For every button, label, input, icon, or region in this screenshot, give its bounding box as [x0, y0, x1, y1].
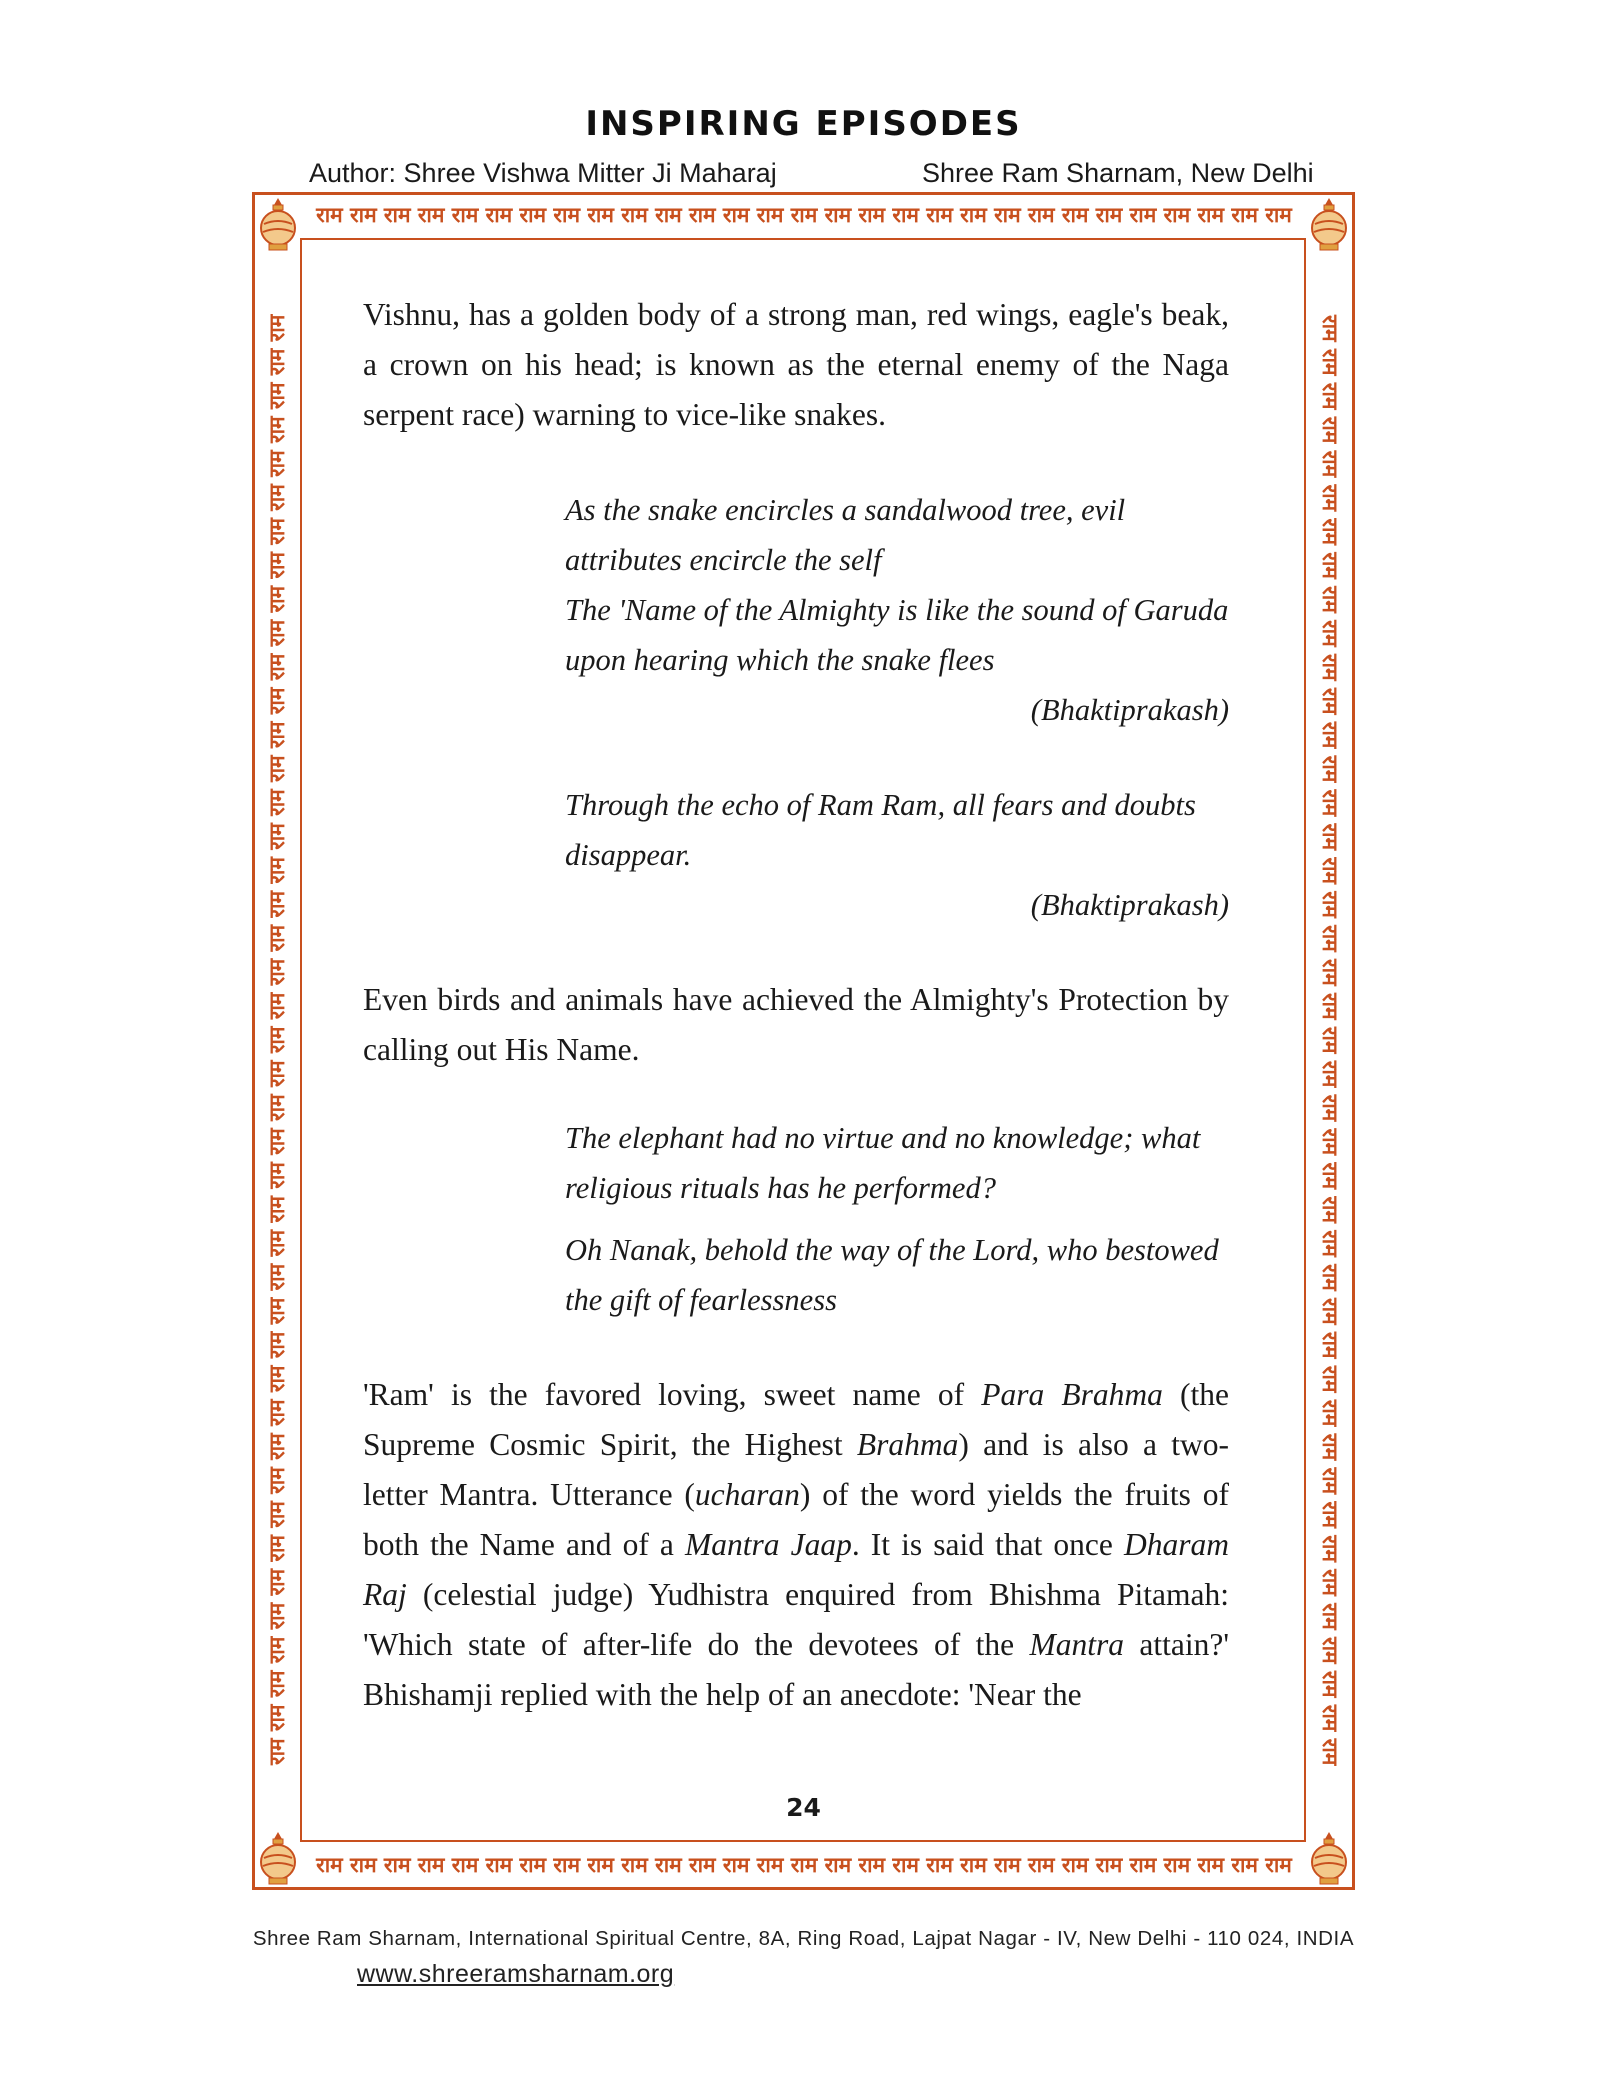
kalash-pot-icon	[1307, 1830, 1351, 1886]
ram-border-right: राम राम राम राम राम राम राम राम राम राम राम राम राम राम राम राम राम राम राम राम राम राम राम राम राम राम राम राम राम राम राम राम राम राम राम राम राम राम राम राम राम राम राम	[1318, 314, 1342, 1766]
ram-border-bottom: राम राम राम राम राम राम राम राम राम राम राम राम राम राम राम राम राम राम राम राम राम राम राम राम राम राम राम राम राम	[316, 1853, 1292, 1877]
website-link[interactable]: www.shreeramsharnam.org	[357, 1960, 675, 1988]
page-content	[363, 290, 1229, 1720]
kalash-pot-icon	[256, 196, 300, 252]
verse-quote: As the snake encircles a sandalwood tree, evil attributes encircle the self	[565, 493, 1126, 577]
kalash-pot-icon	[1307, 196, 1351, 252]
verse-quote: Through the echo of Ram Ram, all fears and doubts disappear.	[565, 788, 1196, 872]
verse-quote: The 'Name of the Almighty is like the sound of Garuda upon hearing which the snake flees	[565, 593, 1229, 677]
footer-address: Shree Ram Sharnam, International Spiritual Centre, 8A, Ring Road, Lajpat Nagar - IV, New Delhi - 110 024, INDIA	[252, 1927, 1355, 1950]
verse-quote: Oh Nanak, behold the way of the Lord, who bestowed the gift of fearlessness	[565, 1233, 1219, 1317]
ram-border-left: राम राम राम राम राम राम राम राम राम राम राम राम राम राम राम राम राम राम राम राम राम राम राम राम राम राम राम राम राम राम राम राम राम राम राम राम राम राम राम राम राम राम राम	[265, 314, 289, 1766]
organization-line: Shree Ram Sharnam, New Delhi	[922, 158, 1314, 188]
kalash-pot-icon	[256, 1830, 300, 1886]
paragraph: 'Ram' is the favored loving, sweet name of Para Brahma (the Supreme Cosmic Spirit, the Highest Brahma) and is also a two-letter Mantra. Utterance (ucharan) of the word yields the fruits of both the Name and of a Mantra Jaap. It is said that once Dharam Raj (celestial judge) Yudhistra enquired from Bhishma Pitamah: 'Which state of after-life do the devotees of the Mantra attain?' Bhishamji replied with the help of an anecdote: 'Near the	[363, 1377, 1230, 1712]
ram-border-top: राम राम राम राम राम राम राम राम राम राम राम राम राम राम राम राम राम राम राम राम राम राम राम राम राम राम राम राम राम	[316, 203, 1292, 227]
page-number: 24	[786, 1793, 821, 1822]
citation: (Bhaktiprakash)	[1030, 693, 1229, 727]
verse-quote: The elephant had no virtue and no knowledge; what religious rituals has he performed?	[565, 1121, 1201, 1205]
paragraph: Vishnu, has a golden body of a strong man, red wings, eagle's beak, a crown on his head; is known as the eternal enemy of the Naga serpent race) warning to vice-like snakes.	[363, 297, 1229, 432]
citation: (Bhaktiprakash)	[1030, 888, 1229, 922]
paragraph: Even birds and animals have achieved the Almighty's Protection by calling out His Name.	[363, 982, 1229, 1067]
document-title: INSPIRING EPISODES	[585, 104, 1022, 144]
author-line: Author: Shree Vishwa Mitter Ji Maharaj	[309, 158, 777, 188]
